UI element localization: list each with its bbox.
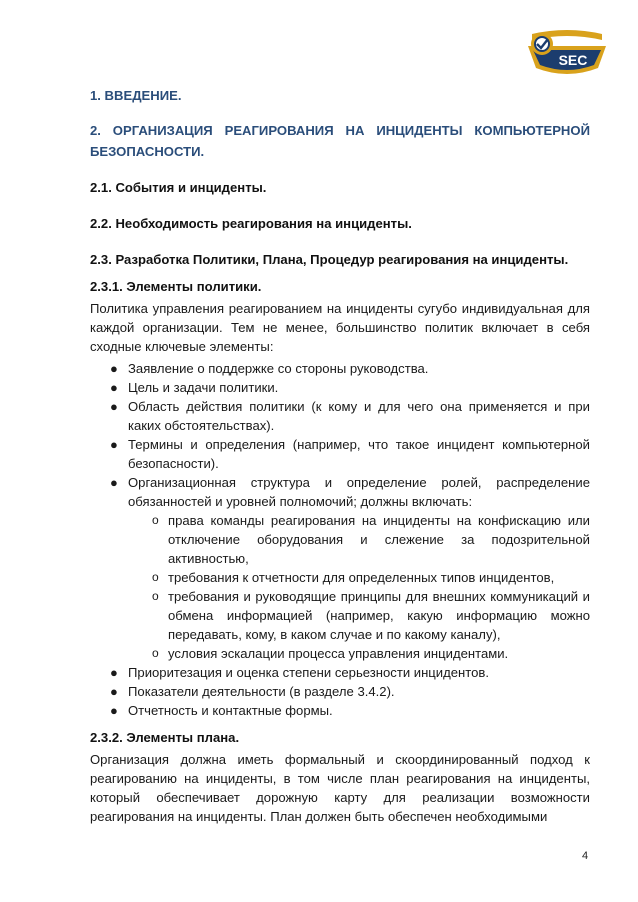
list-item: ● Термины и определения (например, что такое инцидент компьютерной безопасности). (110, 437, 590, 471)
bullet-icon: ● (110, 361, 118, 376)
heading-organization: 2. ОРГАНИЗАЦИЯ РЕАГИРОВАНИЯ НА ИНЦИДЕНТЫ КОМПЬЮТЕРНОЙ БЕЗОПАСНОСТИ. (90, 123, 590, 159)
list-item: ● Организационная структура и определение ролей, распределение обязанностей и уровней полномочий; должны включать: o права команды реагирования на инциденты на конфискацию или отключение оборудования и слежение за подозрительной активностью, o требования к отчетности для определенных типов инцидентов, o требования и руководящие принципы для внешних коммуникаций и обмена информацией (например, какую информацию можно передавать, кому, в каком случае и по какому каналу), o условия эскалации процесса управления инцидентами. (110, 475, 590, 661)
bullet-icon: ● (110, 703, 118, 718)
sub-list-item: o требования к отчетности для определенных типов инцидентов, (152, 570, 555, 585)
sub-list-item: o требования и руководящие принципы для внешних коммуникаций и обмена информацией (например, какую информацию можно передавать, кому, в каком случае и по какому каналу), (152, 589, 590, 642)
page-number: 4 (582, 850, 589, 862)
list-item: ● Приоритезация и оценка степени серьезности инцидентов. (110, 665, 490, 680)
logo-text: SEC (558, 52, 588, 68)
circle-bullet-icon: o (152, 513, 159, 527)
bullet-icon: ● (110, 437, 118, 452)
plan-paragraph: Организация должна иметь формальный и скоординированный подход к реагированию на инциденты, в том числе план реагирования на инциденты, который обеспечивает дорожную карту для реализации возможности реагирования на инциденты. План должен быть обеспечен необходимыми (90, 752, 590, 824)
policy-elements-list (90, 359, 590, 720)
heading-2-3-1: 2.3.1. Элементы политики. (90, 279, 262, 294)
sec-logo-icon (524, 24, 610, 82)
heading-intro: 1. ВВЕДЕНИЕ. (90, 88, 182, 103)
sub-list (128, 511, 590, 663)
list-item: ● Область действия политики (к кому и для чего она применяется и при каких обстоятельствах). (110, 399, 590, 433)
list-item: ● Заявление о поддержке со стороны руководства. (110, 361, 429, 376)
bullet-icon: ● (110, 684, 118, 699)
bullet-icon: ● (110, 399, 118, 414)
bullet-icon: ● (110, 380, 118, 395)
circle-bullet-icon: o (152, 589, 159, 603)
bullet-icon: ● (110, 475, 118, 490)
sub-list-item: o права команды реагирования на инциденты на конфискацию или отключение оборудования и слежение за подозрительной активностью, (152, 513, 590, 566)
bullet-icon: ● (110, 665, 118, 680)
circle-bullet-icon: o (152, 570, 159, 584)
heading-2-1: 2.1. События и инциденты. (90, 180, 267, 195)
circle-bullet-icon: o (152, 646, 159, 660)
heading-2-2: 2.2. Необходимость реагирования на инциденты. (90, 216, 412, 231)
list-item: ● Цель и задачи политики. (110, 380, 279, 395)
heading-2-3-2: 2.3.2. Элементы плана. (90, 730, 240, 745)
list-item: ● Отчетность и контактные формы. (110, 703, 333, 718)
list-item: ● Показатели деятельности (в разделе 3.4.2). (110, 684, 395, 699)
heading-2-3: 2.3. Разработка Политики, Плана, Процедур реагирования на инциденты. (90, 252, 569, 267)
document-body (90, 86, 590, 826)
policy-intro-paragraph: Политика управления реагированием на инциденты сугубо индивидуальная для каждой организации. Тем не менее, большинство политик включает в себя сходные ключевые элементы: (90, 301, 590, 354)
sub-list-item: o условия эскалации процесса управления инцидентами. (152, 646, 509, 661)
